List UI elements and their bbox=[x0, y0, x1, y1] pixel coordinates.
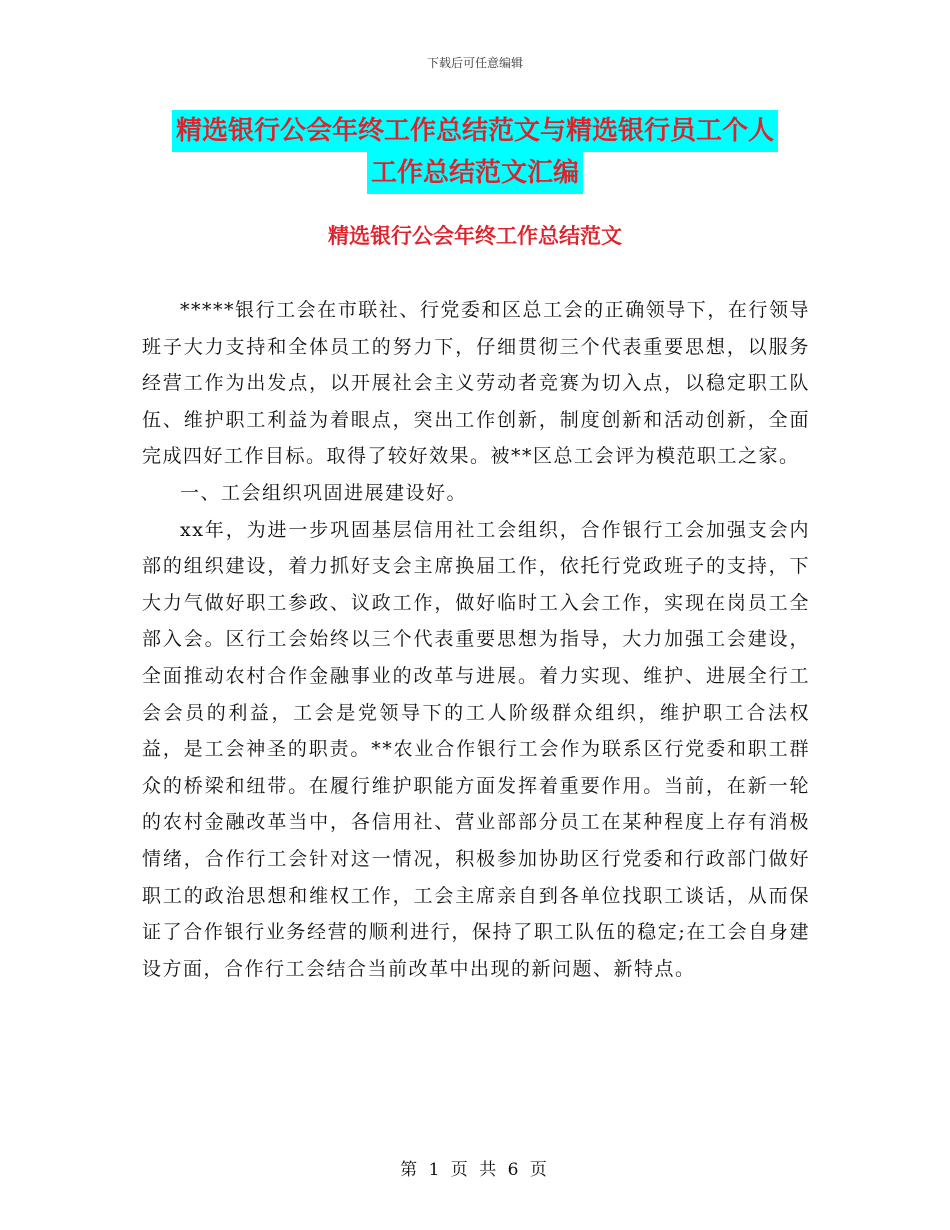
section-title: 精选银行公会年终工作总结范文 bbox=[328, 224, 622, 248]
header-note: 下载后可任意编辑 bbox=[426, 56, 523, 70]
paragraph: xx年，为进一步巩固基层信用社工会组织，合作银行工会加强支会内部的组织建设，着力抓好支会主席换届工作，依托行党政班子的支持，下大力气做好职工参政、议政工作，做好临时工入会工作，实现在岗员工全部入会。区行工会始终以三个代表重要思想为指导，大力加强工会建设，全面推动农村合作金融事业的改革与进展。着力实现、维护、进展全行工会会员的利益，工会是党领导下的工人阶级群众组织，维护职工合法权益，是工会神圣的职责。**农业合作银行工会作为联系区行党委和职工群众的桥梁和纽带。在履行维护职能方面发挥着重要作用。当前，在新一轮的农村金融改革当中，各信用社、营业部部分员工在某种程度上存有消极情绪，合作行工会针对这一情况，积极参加协助区行党委和行政部门做好职工的政治思想和维权工作，工会主席亲自到各单位找职工谈话，从而保证了合作银行业务经营的顺利进行，保持了职工队伍的稳定;在工会自身建设方面，合作行工会结合当前改革中出现的新问题、新特点。 bbox=[142, 518, 810, 980]
section-heading: 一、工会组织巩固进展建设好。 bbox=[180, 481, 468, 504]
document-title-line-2: 工作总结范文汇编 bbox=[367, 152, 583, 194]
document-title-line-1: 精选银行公会年终工作总结范文与精选银行员工个人 bbox=[172, 110, 778, 152]
body-text bbox=[142, 292, 810, 987]
paragraph: *****银行工会在市联社、行党委和区总工会的正确领导下，在行领导班子大力支持和全体员工的努力下，仔细贯彻三个代表重要思想，以服务经营工作为出发点，以开展社会主义劳动者竞赛为切入点，以稳定职工队伍、维护职工利益为着眼点，突出工作创新，制度创新和活动创新，全面完成四好工作目标。取得了较好效果。被**区总工会评为模范职工之家。 bbox=[142, 299, 810, 468]
document-title bbox=[0, 110, 950, 194]
page-number: 第 1 页 共 6 页 bbox=[400, 1160, 550, 1180]
